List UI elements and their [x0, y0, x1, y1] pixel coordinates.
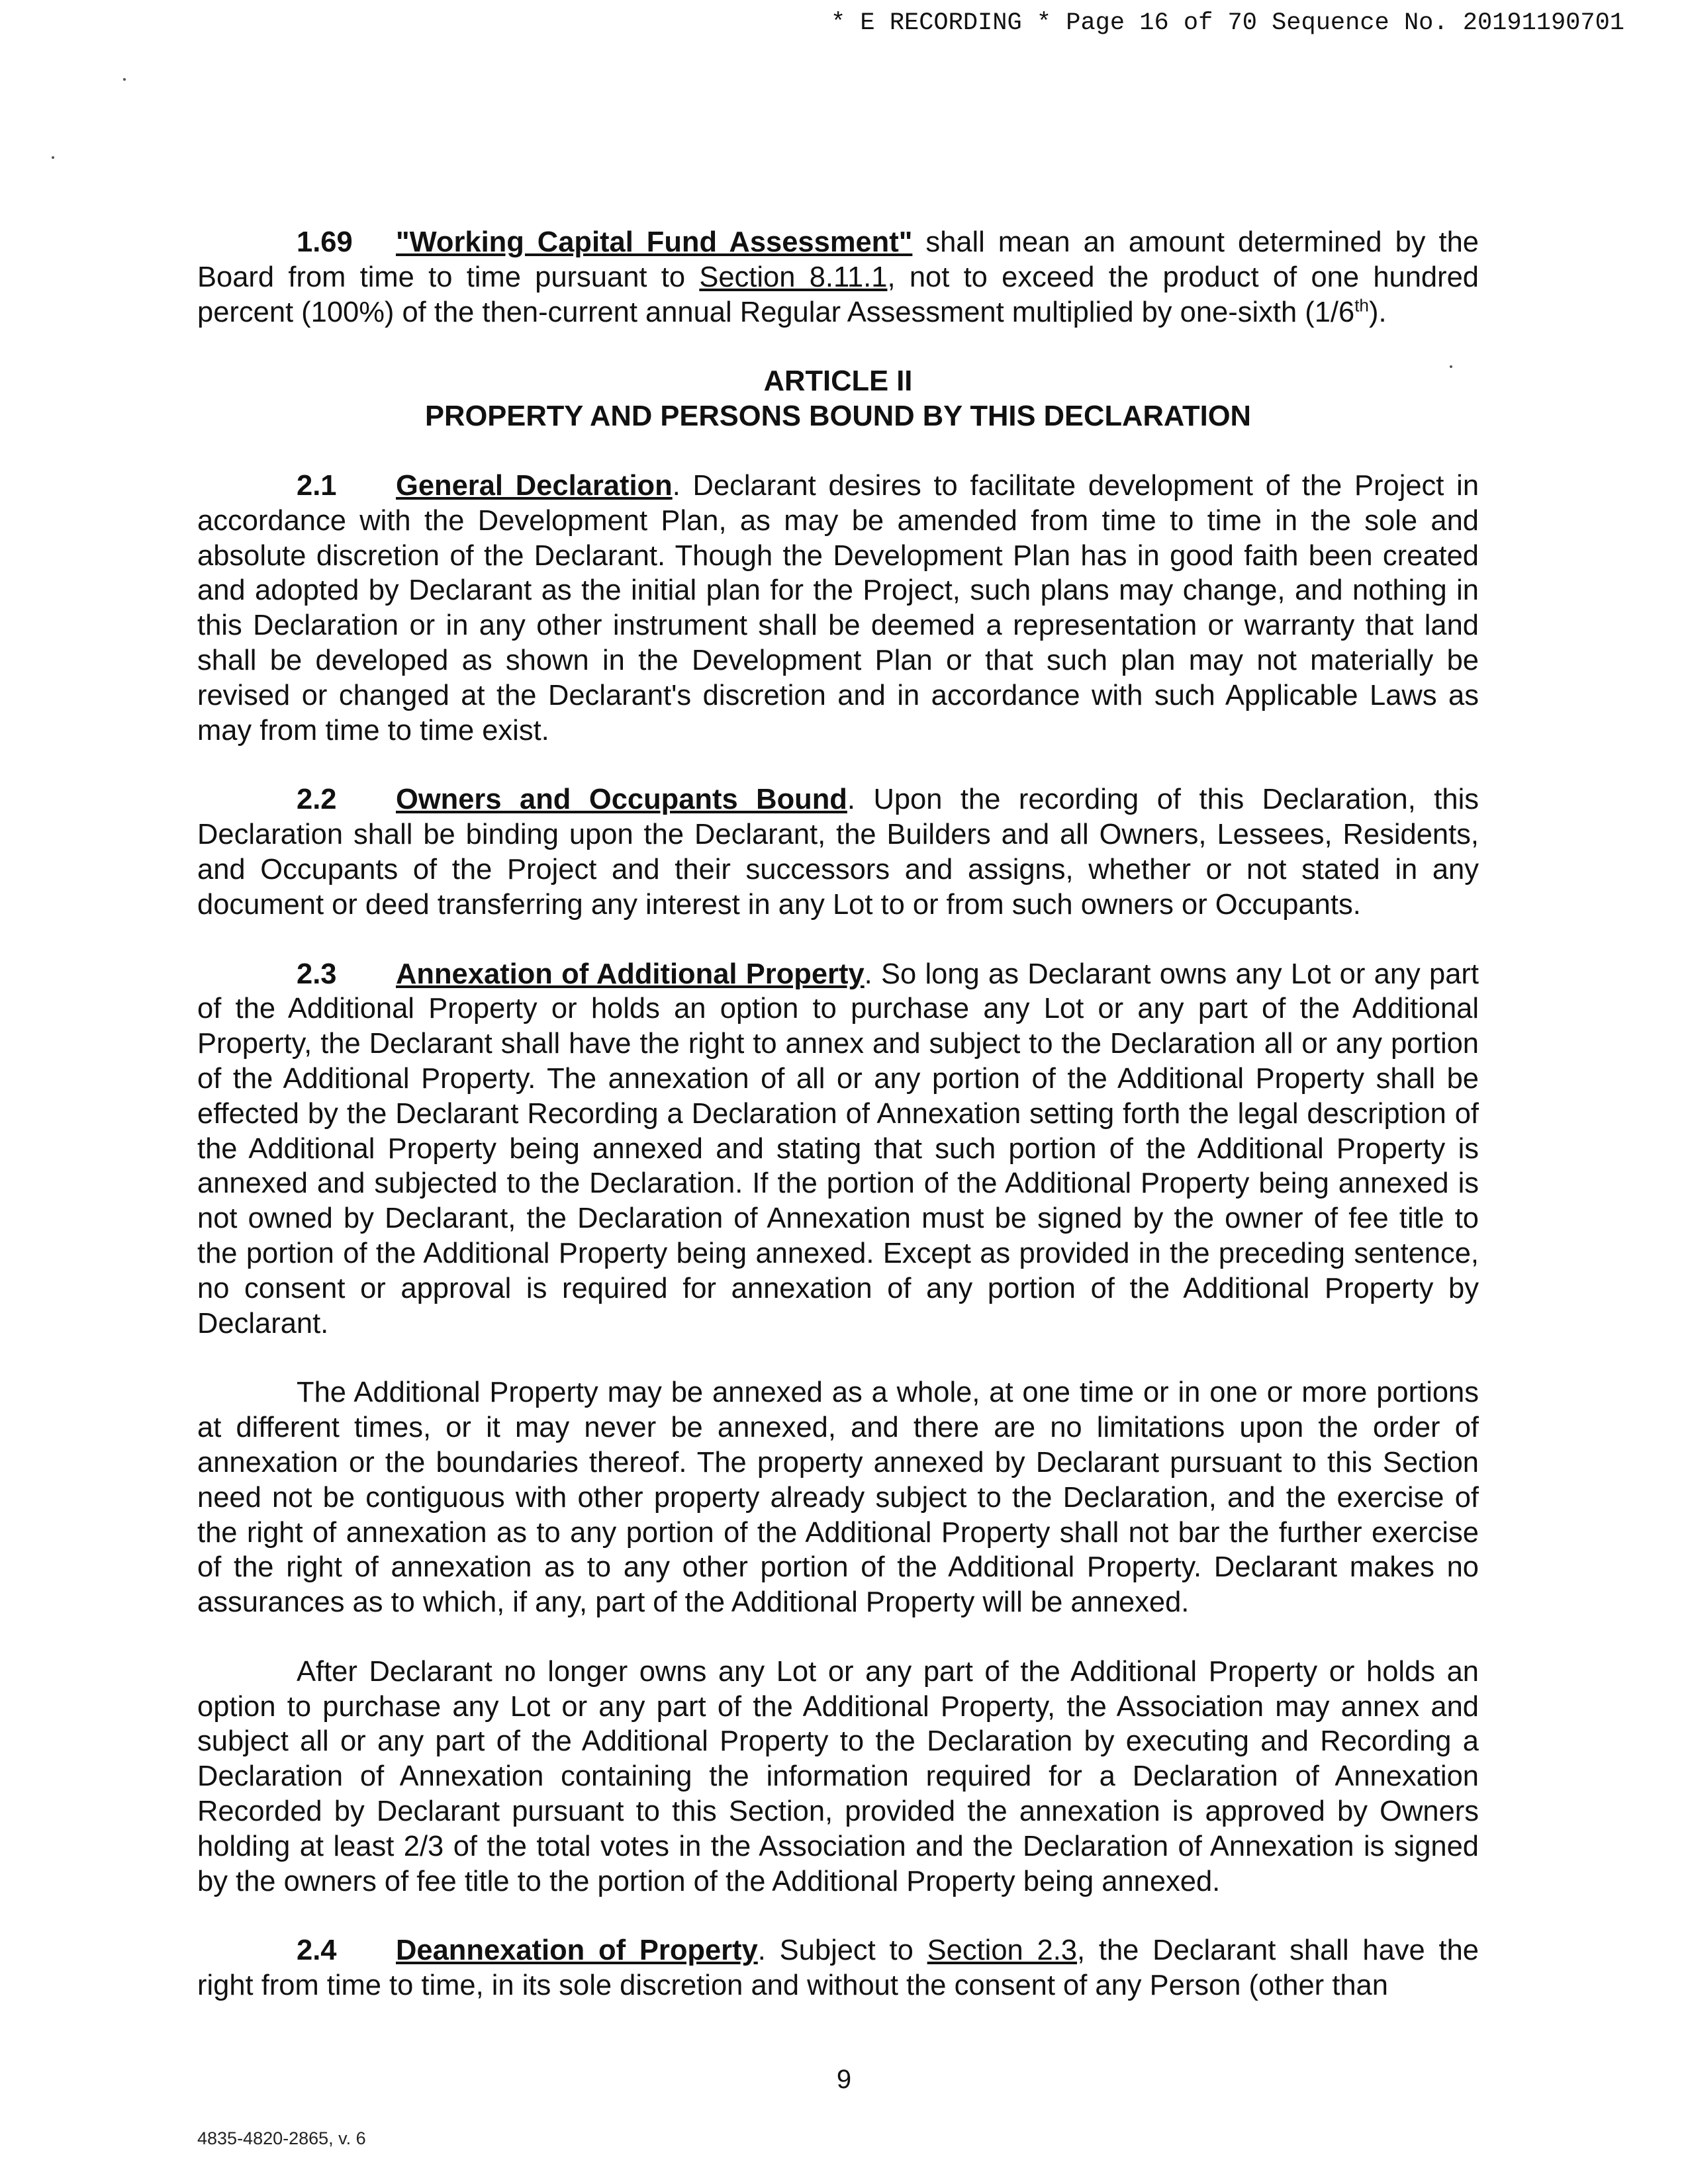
section-2-2 — [197, 782, 1479, 922]
section-text: . Upon the recording of this Declaration, this Declaration shall be binding upon the Declarant, the Builders and all Owners, Lessees, Residents, and Occupants of the Project and their successors and assigns, whether or not stated in any document or deed transferring any interest in any Lot to or from such owners or Occupants. — [197, 784, 1479, 921]
section-reference: Section 8.11.1 — [699, 261, 888, 293]
section-number: 2.4 — [297, 1934, 337, 1967]
page-number: 9 — [836, 2065, 852, 2094]
scan-speck — [52, 156, 54, 159]
document-id: 4835-4820-2865, v. 6 — [197, 2128, 366, 2148]
section-2-3-paragraph-3: After Declarant no longer owns any Lot or any part of the Additional Property or holds an option to purchase any Lot or any part of the Additional Property, the Association may annex and subject all or any part of the Additional Property to the Declaration by executing and Recording a Declaration of Annexation containing the information required for a Declaration of Annexation Recorded by Declarant pursuant to this Section, provided the annexation is approved by Owners holding at least 2/3 of the total votes in the Association and the Declaration of Annexation is signed by the owners of fee title to the portion of the Additional Property being annexed. — [197, 1655, 1479, 1897]
section-number: 1.69 — [297, 226, 353, 258]
section-2-1 — [197, 469, 1479, 748]
section-text: . Subject to — [757, 1934, 927, 1967]
section-title: Owners and Occupants Bound — [396, 784, 847, 816]
section-text: shall mean an amount determined by the Board from time to time pursuant to — [197, 226, 1479, 293]
section-title: Deannexation of Property — [396, 1934, 758, 1967]
article-title: PROPERTY AND PERSONS BOUND BY THIS DECLARATION — [425, 400, 1251, 433]
section-number: 2.2 — [297, 784, 337, 816]
section-title: "Working Capital Fund Assessment" — [396, 226, 913, 258]
section-text: . So long as Declarant owns any Lot or any part of the Additional Property or holds an option to purchase any Lot or any part of the Additional Property, the Declarant shall have the right to annex and subject to the Declaration all or any portion of the Additional Property. The annexation of all or any portion of the Additional Property shall be effected by the Declarant Recording a Declaration of Annexation setting forth the legal description of the Additional Property being annexed and stating that such portion of the Additional Property is annexed and subjected to the Declaration. If the portion of the Additional Property being annexed is not owned by Declarant, the Declaration of Annexation must be signed by the owner of fee title to the portion of the Additional Property being annexed. Except as provided in the preceding sentence, no consent or approval is required for annexation of any portion of the Additional Property by Declarant. — [197, 958, 1479, 1340]
article-number: ARTICLE II — [763, 365, 913, 398]
section-number: 2.1 — [297, 469, 337, 502]
section-2-3-paragraph-2: The Additional Property may be annexed as a whole, at one time or in one or more portions at different times, or it may never be annexed, and there are no limitations upon the order of annexation or the boundaries thereof. The property annexed by Declarant pursuant to this Section need not be contiguous with other property already subject to the Declaration, and the exercise of the right of annexation as to any portion of the Additional Property shall not bar the further exercise of the right of annexation as to any other portion of the Additional Property. Declarant makes no assurances as to which, if any, part of the Additional Property will be annexed. — [197, 1377, 1479, 1619]
superscript: th — [1354, 295, 1369, 316]
section-text: , the Declarant shall have the right from time to time, in its sole discretion and without the consent of any Person (other than — [197, 1934, 1479, 2002]
recording-header: * E RECORDING * Page 16 of 70 Sequence No. 20191190701 — [831, 9, 1624, 37]
section-title: General Declaration — [396, 469, 673, 502]
section-1-69 — [197, 225, 1479, 330]
section-2-4 — [197, 1933, 1479, 2003]
section-reference: Section 2.3 — [927, 1934, 1078, 1967]
scan-speck — [123, 78, 126, 81]
section-text: . Declarant desires to facilitate development of the Project in accordance with the Development Plan, as may be amended from time to time in the sole and absolute discretion of the Declarant. Though the Development Plan has in good faith been created and adopted by Declarant as the initial plan for the Project, such plans may change, and nothing in this Declaration or in any other instrument shall be deemed a representation or warranty that land shall be developed as shown in the Development Plan or that such plan may not materially be revised or changed at the Declarant's discretion and in accordance with such Applicable Laws as may from time to time exist. — [197, 469, 1479, 747]
section-text: ). — [1368, 296, 1387, 328]
section-title: Annexation of Additional Property — [396, 958, 865, 990]
article-heading — [197, 364, 1479, 434]
section-text: , not to exceed the product of one hundred percent (100%) of the then-current annual Regular Assessment multiplied by one-sixth (1/6 — [197, 261, 1479, 328]
section-number: 2.3 — [297, 958, 337, 990]
section-2-3 — [197, 957, 1479, 1342]
document-body — [197, 225, 1479, 2038]
